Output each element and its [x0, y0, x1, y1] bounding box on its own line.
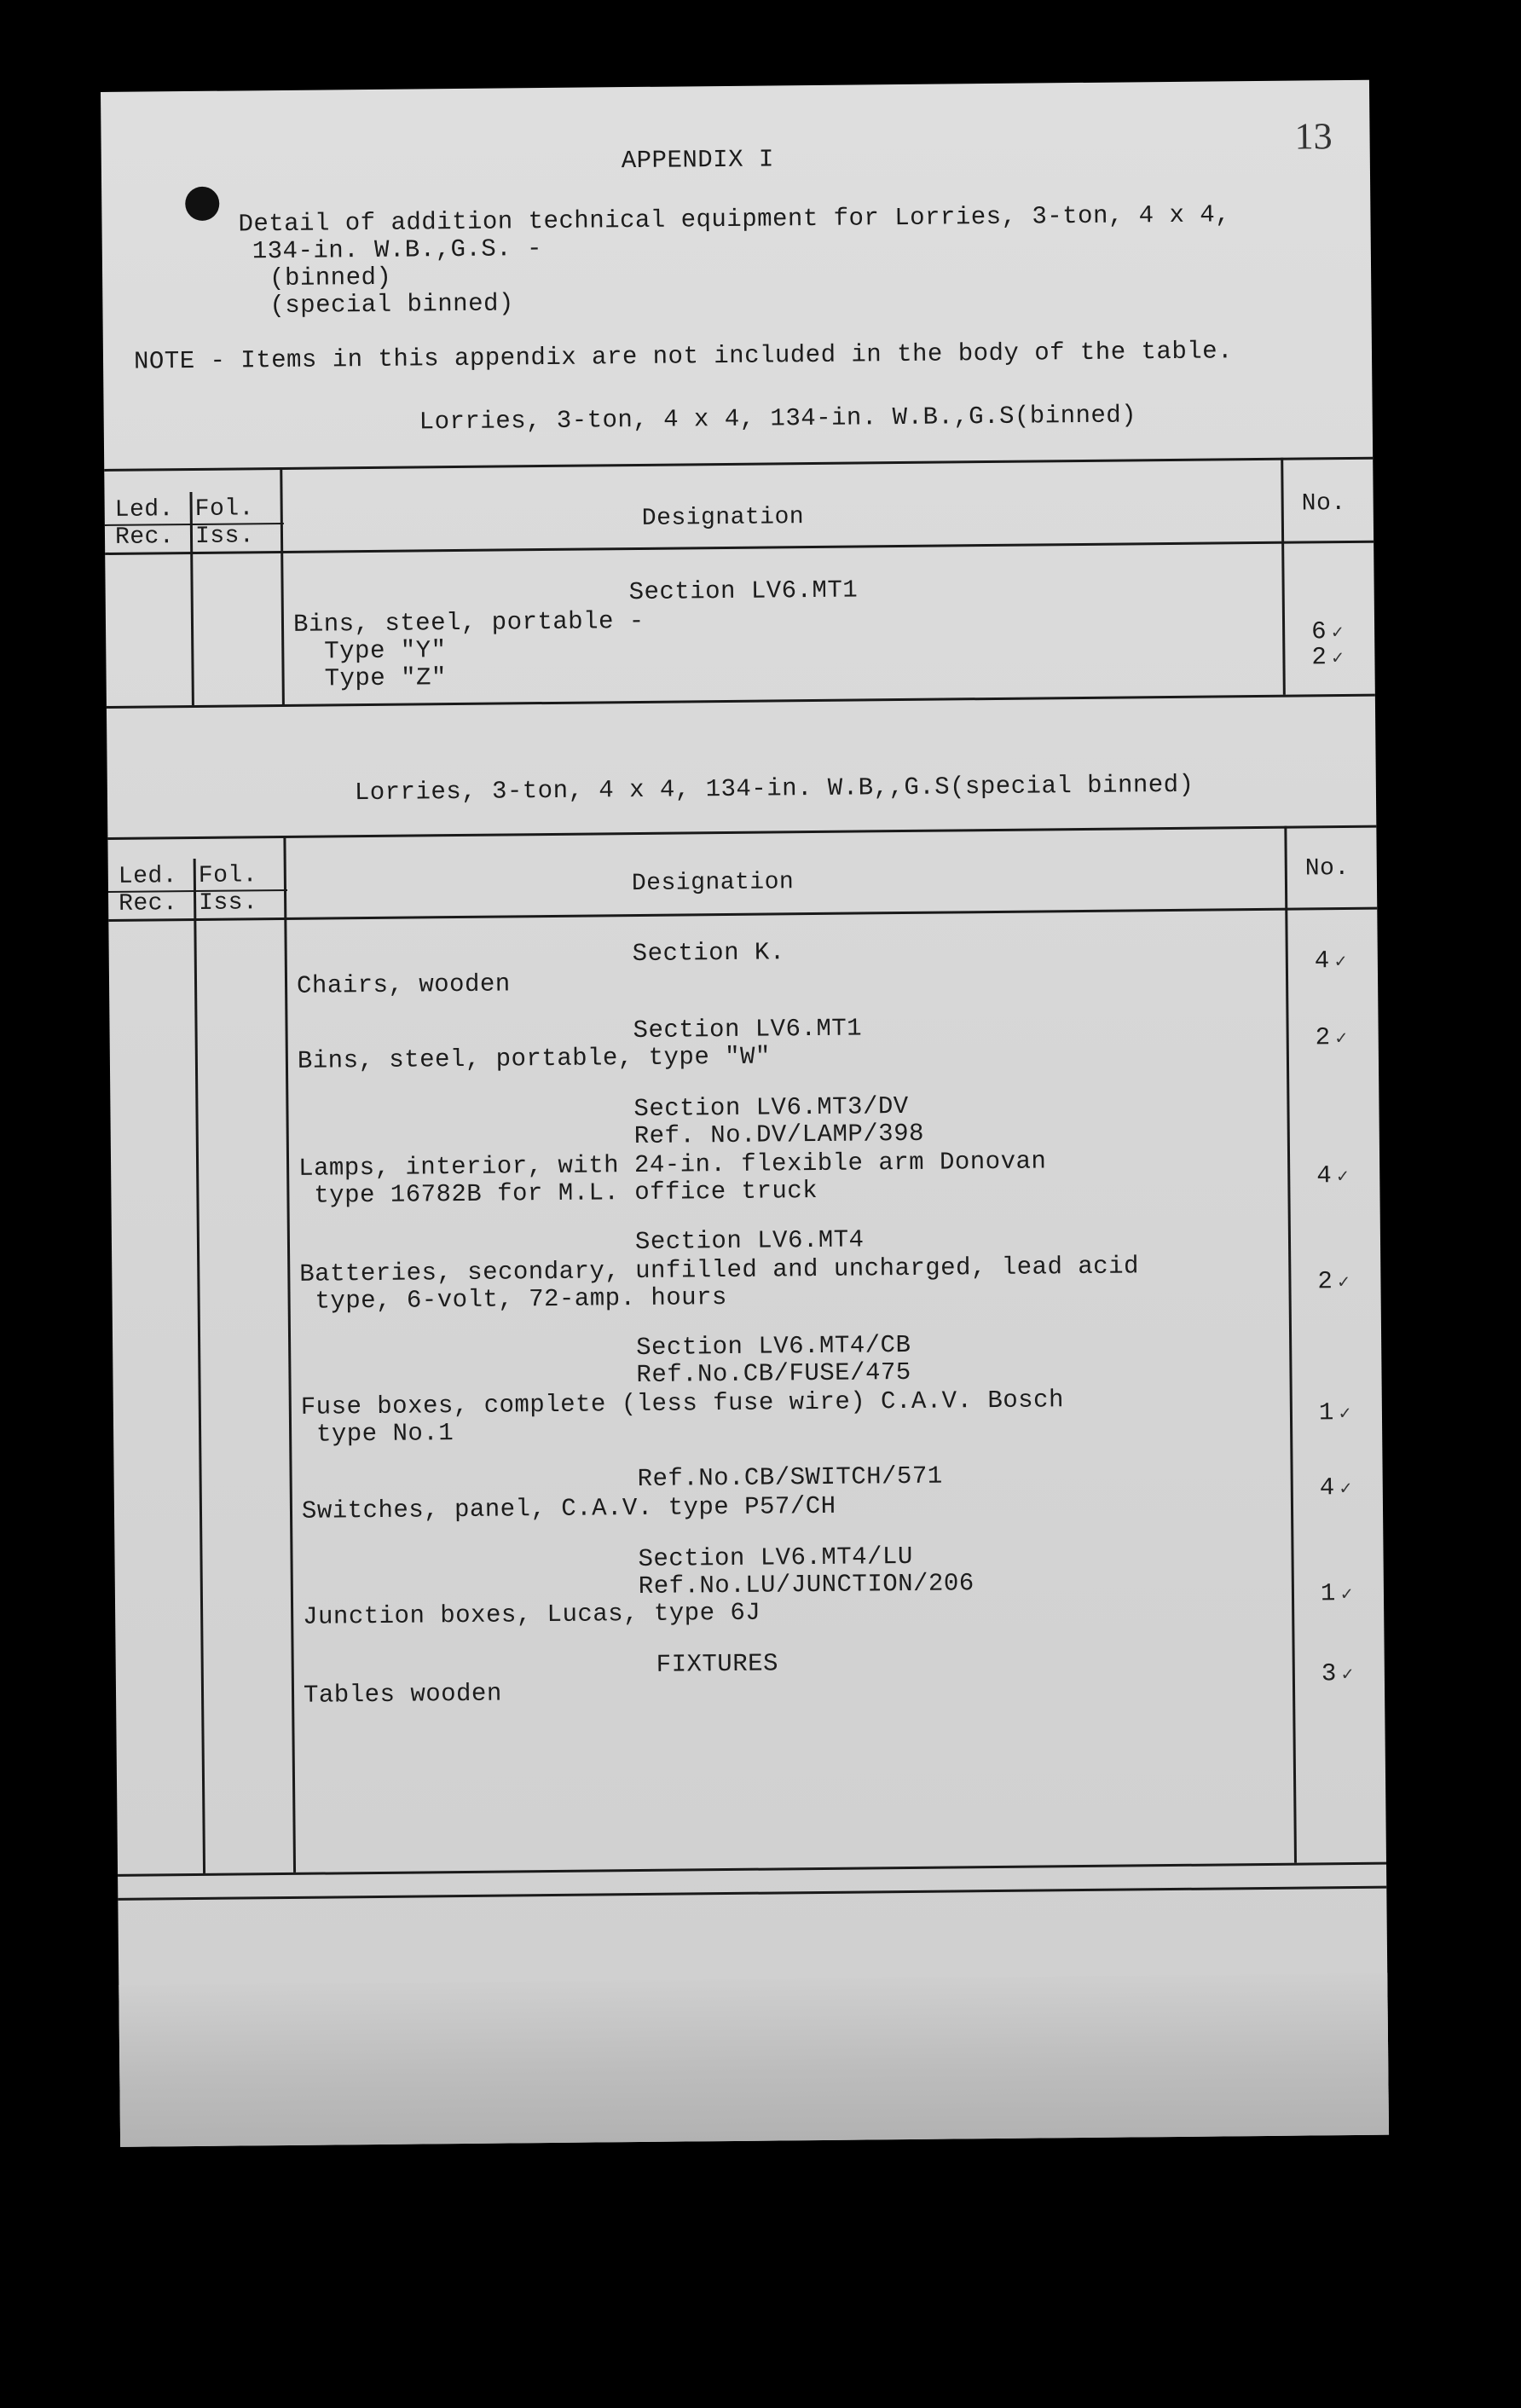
item-qty: [1321, 1659, 1354, 1689]
check-mark-icon: ✓: [1335, 1028, 1348, 1051]
check-mark-icon: ✓: [1334, 952, 1347, 974]
col-no: No.: [1304, 854, 1350, 883]
punch-hole: [185, 187, 219, 221]
qty-value: 1: [1318, 1398, 1334, 1427]
ref-heading: Ref.No.CB/SWITCH/571: [637, 1462, 943, 1494]
section-heading: Section LV6.MT4/CB: [636, 1330, 911, 1363]
col-designation: Designation: [631, 869, 795, 898]
item-label: Batteries, secondary, unfilled and uncharged, lead acid: [299, 1252, 1140, 1288]
check-mark-icon: ✓: [1337, 1166, 1350, 1189]
col-iss: Iss.: [198, 889, 258, 917]
section-heading: Section LV6.MT3/DV: [633, 1091, 909, 1124]
item-label: Fuse boxes, complete (less fuse wire) C.A.V. Bosch: [300, 1386, 1065, 1421]
page-bottom-shadow: [119, 1973, 1389, 2147]
item-qty: [1316, 1161, 1349, 1191]
check-mark-icon: ✓: [1338, 1272, 1350, 1294]
item-label: type 16782B for M.L. office truck: [298, 1176, 818, 1210]
item-row-label: Type "Z": [324, 663, 448, 693]
item-label: Junction boxes, Lucas, type 6J: [303, 1598, 761, 1631]
col-designation: Designation: [641, 504, 805, 532]
table2-caption: Lorries, 3-ton, 4 x 4, 134-in. W.B,,G.S(special binned): [354, 770, 1194, 807]
qty-value: 3: [1321, 1659, 1337, 1688]
item-label: Lamps, interior, with 24-in. flexible arm Donovan: [298, 1147, 1047, 1183]
item-label: Bins, steel, portable -: [292, 606, 645, 639]
ref-heading: Ref. No.DV/LAMP/398: [633, 1119, 925, 1151]
item-qty: [1320, 1473, 1352, 1503]
qty-value: 2: [1311, 643, 1327, 672]
item-qty: [1319, 1398, 1351, 1428]
item-qty: [1321, 1579, 1353, 1609]
qty-value: 4: [1314, 946, 1330, 975]
item-label: Tables wooden: [303, 1679, 502, 1710]
item-row-label: Type "Y": [324, 636, 447, 666]
bottom-rule: [118, 1886, 1386, 1901]
section-heading: Section K.: [632, 938, 785, 969]
col-led: Led.: [114, 496, 175, 524]
check-mark-icon: ✓: [1331, 622, 1344, 645]
intro-line-2: 134-in. W.B.,G.S. -: [252, 234, 543, 266]
qty-value: 4: [1316, 1161, 1333, 1190]
ref-heading: Ref.No.LU/JUNCTION/206: [638, 1569, 974, 1601]
section-heading: Section LV6.MT4: [634, 1225, 865, 1257]
col-led: Led.: [118, 863, 178, 890]
section-heading: FIXTURES: [656, 1649, 779, 1679]
item-label: type, 6-volt, 72-amp. hours: [299, 1283, 728, 1316]
intro-line-3: (binned): [269, 263, 392, 293]
check-mark-icon: ✓: [1332, 648, 1345, 670]
intro-line-1: Detail of addition technical equipment for Lorries, 3-ton, 4 x 4,: [238, 200, 1231, 239]
section-heading: Section LV6.MT4/LU: [638, 1542, 913, 1574]
intro-line-4: (special binned): [269, 289, 515, 321]
document-page: [101, 80, 1389, 2147]
item-label: Bins, steel, portable, type "W": [297, 1042, 772, 1075]
item-qty: [1317, 1267, 1350, 1297]
col-fol: Fol.: [194, 495, 255, 523]
col-rec: Rec.: [114, 524, 175, 551]
qty-value: 6: [1310, 617, 1327, 646]
check-mark-icon: ✓: [1339, 1478, 1352, 1501]
note-text: NOTE - Items in this appendix are not included in the body of the table.: [133, 337, 1234, 376]
section-heading: Section LV6.MT1: [628, 576, 859, 607]
ref-heading: Ref.No.CB/FUSE/475: [636, 1357, 911, 1390]
check-mark-icon: ✓: [1339, 1403, 1351, 1426]
page-number: 13: [1294, 115, 1333, 158]
col-iss: Iss.: [194, 523, 255, 550]
section-heading: Section LV6.MT1: [633, 1014, 863, 1045]
appendix-title: APPENDIX I: [621, 145, 774, 176]
check-mark-icon: ✓: [1341, 1664, 1354, 1687]
item-qty: [1311, 643, 1344, 673]
qty-value: 4: [1319, 1473, 1335, 1502]
qty-value: 2: [1315, 1023, 1331, 1052]
col-rec: Rec.: [118, 890, 178, 917]
item-label: Switches, panel, C.A.V. type P57/CH: [301, 1491, 836, 1525]
table1-caption: Lorries, 3-ton, 4 x 4, 134-in. W.B.,G.S(binned): [419, 401, 1137, 437]
item-qty: [1315, 946, 1347, 976]
col-no: No.: [1301, 490, 1346, 518]
qty-value: 1: [1320, 1579, 1337, 1608]
col-fol: Fol.: [198, 862, 258, 889]
item-qty: [1316, 1023, 1348, 1053]
item-label: Chairs, wooden: [296, 970, 511, 1000]
qty-value: 2: [1317, 1267, 1333, 1296]
check-mark-icon: ✓: [1340, 1583, 1353, 1606]
item-label: type No.1: [300, 1419, 454, 1449]
